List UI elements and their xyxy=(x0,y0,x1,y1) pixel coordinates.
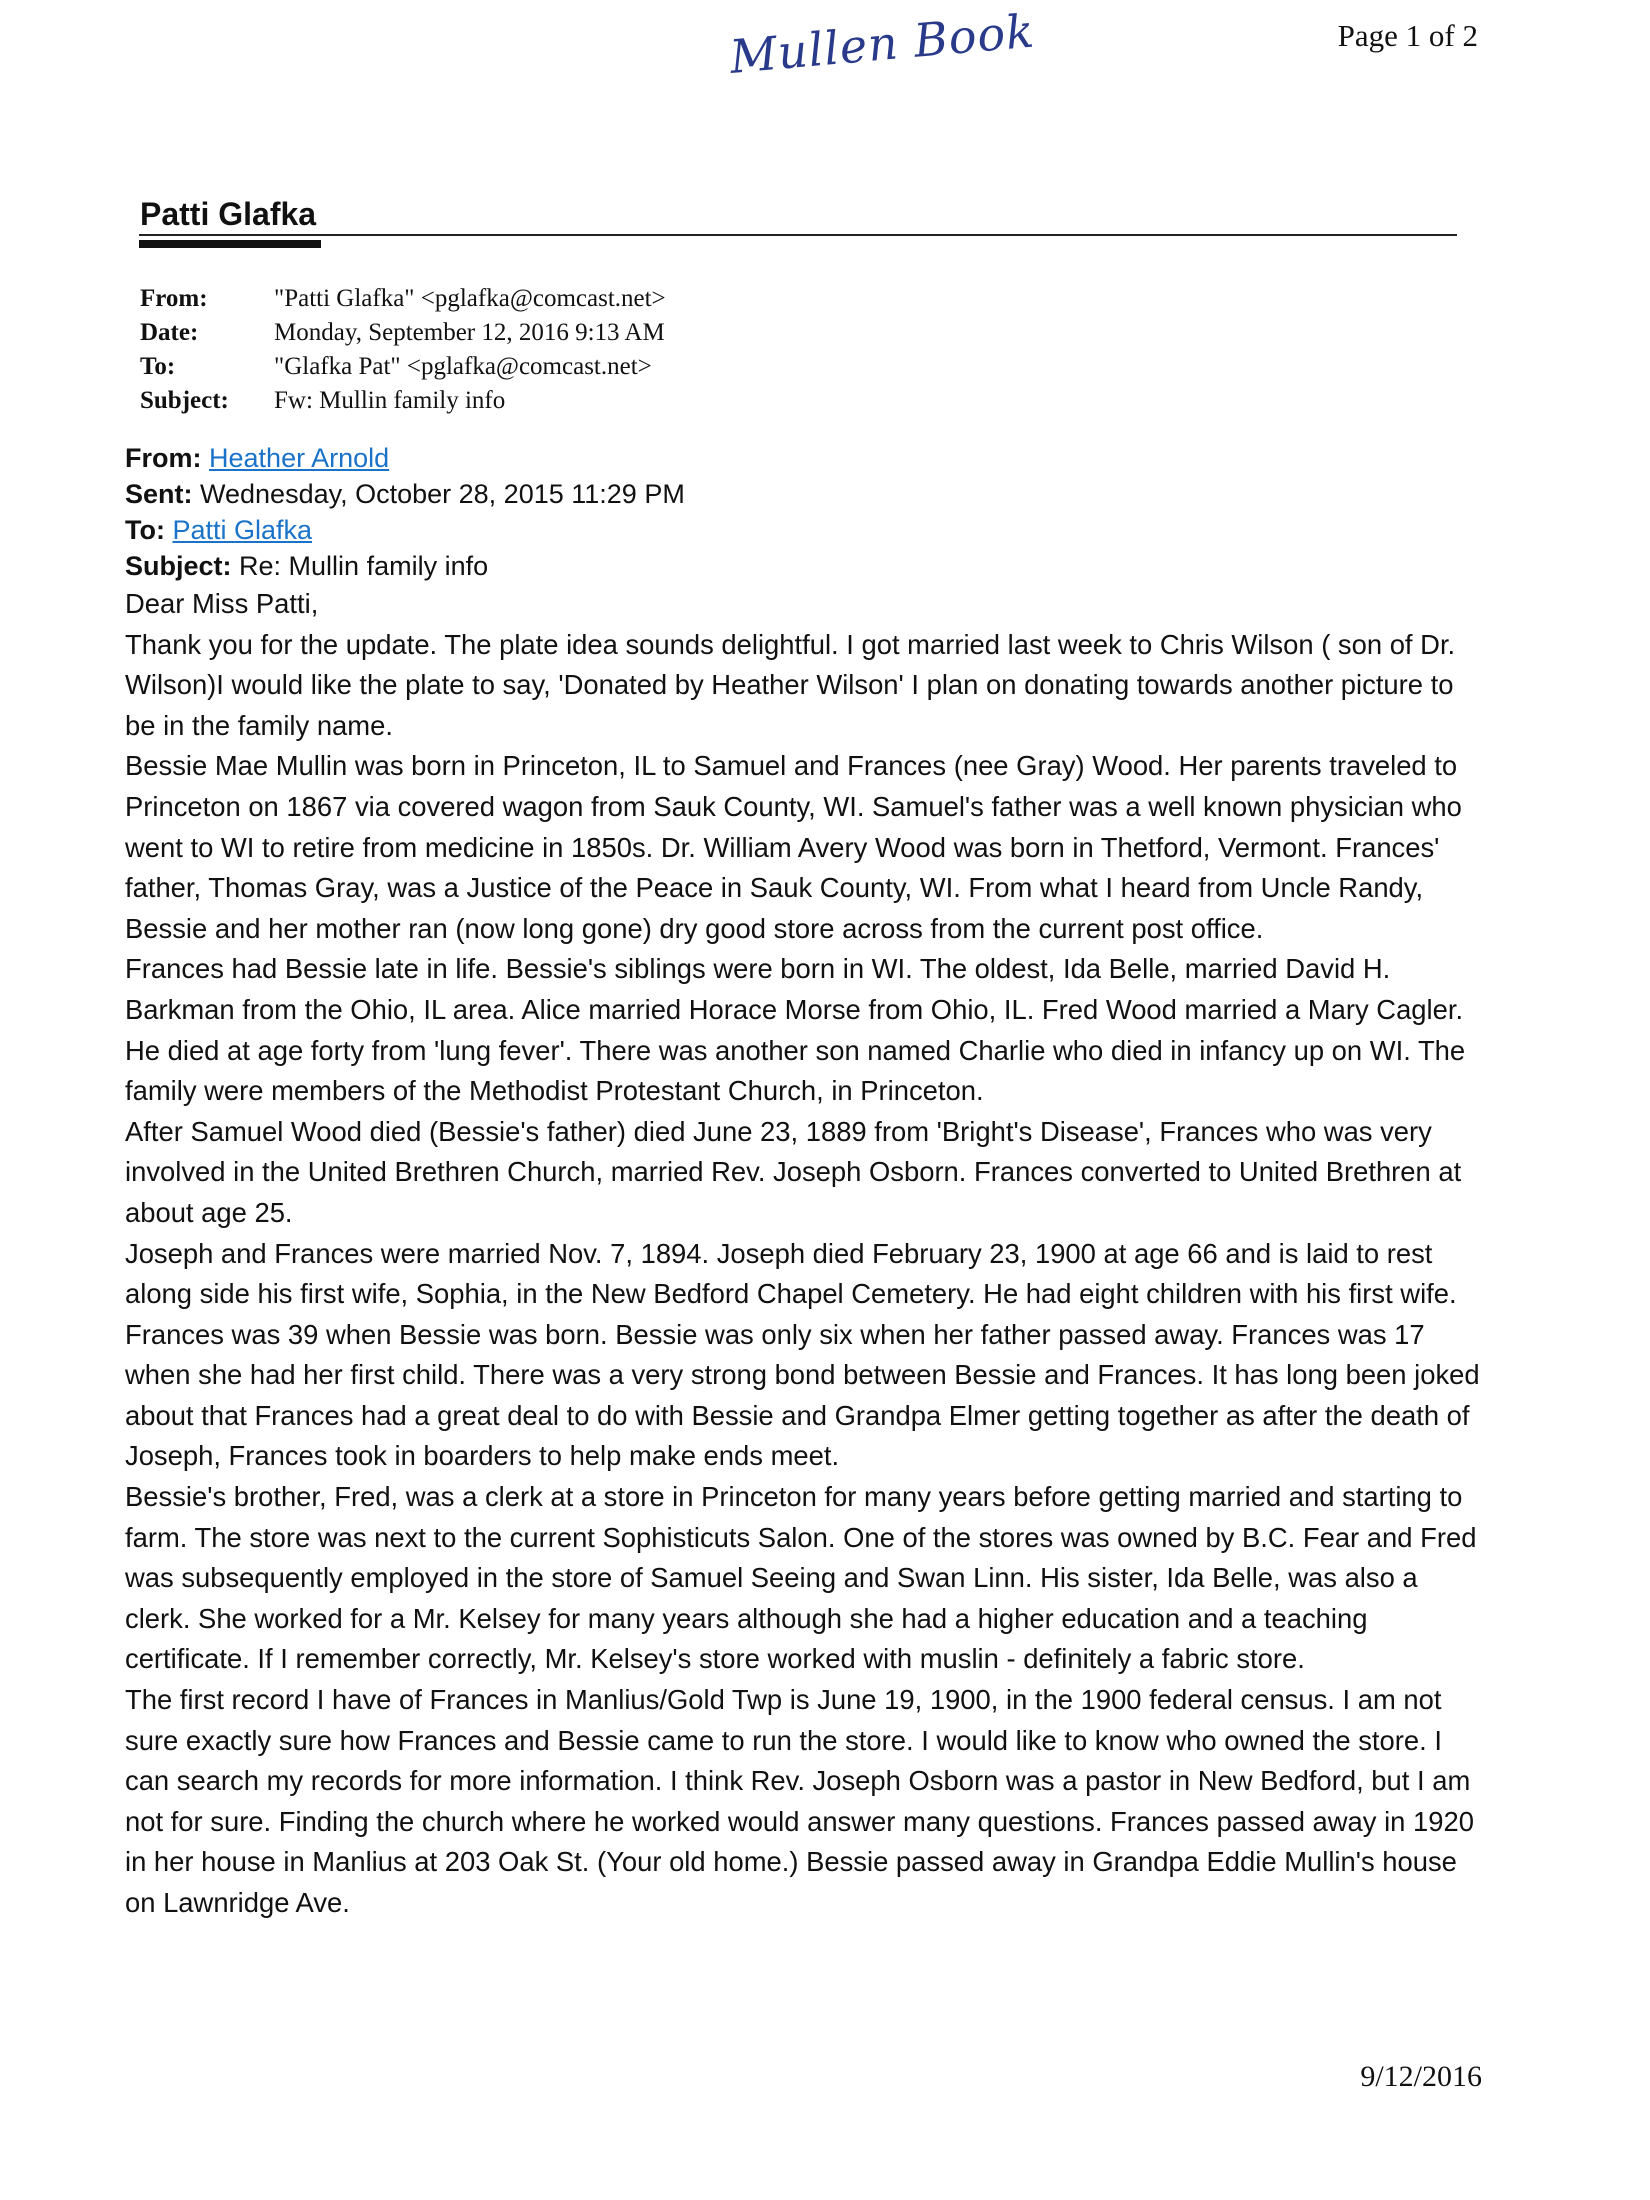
body-paragraph: Bessie Mae Mullin was born in Princeton, IL to Samuel and Frances (nee Gray) Wood. Her parents traveled to Princeton on 1867 via covered wagon from Sauk County, WI. Samuel's father was a well known physician who went to WI to retire from medicine in 1850s. Dr. William Avery Wood was born in Thetford, Vermont. Frances' father, Thomas Gray, was a Justice of the Peace in Sauk County, WI. From what I heard from Uncle Randy, Bessie and her mother ran (now long gone) dry good store across from the current post office. xyxy=(125,750,1462,944)
greeting: Dear Miss Patti, xyxy=(125,588,319,619)
page-number: Page 1 of 2 xyxy=(1337,18,1478,53)
body-paragraph: Thank you for the update. The plate idea sounds delightful. I got married last week to Chris Wilson ( son of Dr. Wilson)I would like the plate to say, 'Donated by Heather Wilson' I plan on donating towards another picture to be in the family name. xyxy=(125,628,1456,741)
header-accent-bar xyxy=(139,240,321,248)
inner-from-label: From: xyxy=(125,443,202,473)
outer-from-label: From: xyxy=(140,285,208,312)
outer-date-row xyxy=(140,316,666,350)
inner-sent-row xyxy=(125,476,1500,512)
email-body xyxy=(125,584,1485,1924)
outer-email-header xyxy=(140,282,666,418)
inner-sent-label: Sent: xyxy=(125,479,193,509)
handwritten-note: Mullen Book xyxy=(727,3,1037,84)
inner-to-label: To: xyxy=(125,515,165,545)
inner-sent-value: Wednesday, October 28, 2015 11:29 PM xyxy=(200,479,685,509)
inner-subject-value: Re: Mullin family info xyxy=(239,551,489,581)
inner-from-row xyxy=(125,440,1500,476)
outer-from-value: "Patti Glafka" <pglafka@comcast.net> xyxy=(274,285,666,312)
body-paragraph: Joseph and Frances were married Nov. 7, 1894. Joseph died February 23, 1900 at age 66 and is laid to rest along side his first wife, Sophia, in the New Bedford Chapel Cemetery. He had eight children with his first wife. xyxy=(125,1237,1457,1310)
outer-to-row xyxy=(140,350,666,384)
body-paragraph: After Samuel Wood died (Bessie's father) died June 23, 1889 from 'Bright's Disease', Frances who was very involved in the United Brethren Church, married Rev. Joseph Osborn. Frances converted to United Brethren at about age 25. xyxy=(125,1115,1462,1228)
sender-name-heading: Patti Glafka xyxy=(140,196,317,232)
outer-from-row xyxy=(140,282,666,316)
inner-from-link[interactable]: Heather Arnold xyxy=(209,443,390,473)
outer-date-value: Monday, September 12, 2016 9:13 AM xyxy=(274,319,665,346)
header-divider xyxy=(139,234,1457,236)
outer-date-label: Date: xyxy=(140,319,199,346)
inner-to-link[interactable]: Patti Glafka xyxy=(172,515,313,545)
forwarded-email-header xyxy=(125,440,1500,584)
inner-to-row xyxy=(125,512,1500,548)
outer-subject-value: Fw: Mullin family info xyxy=(274,387,506,414)
body-paragraph: The first record I have of Frances in Manlius/Gold Twp is June 19, 1900, in the 1900 federal census. I am not sure exactly sure how Frances and Bessie came to run the store. I would like to know who owned the store. I can search my records for more information. I think Rev. Joseph Osborn was a pastor in New Bedford, but I am not for sure. Finding the church where he worked would answer many questions. Frances passed away in 1920 in her house in Manlius at 203 Oak St. (Your old home.) Bessie passed away in Grandpa Eddie Mullin's house on Lawnridge Ave. xyxy=(125,1684,1474,1918)
body-paragraph: Bessie's brother, Fred, was a clerk at a store in Princeton for many years before getting married and starting to farm. The store was next to the current Sophisticuts Salon. One of the stores was owned by B.C. Fear and Fred was subsequently employed in the store of Samuel Seeing and Swan Linn. His sister, Ida Belle, was also a clerk. She worked for a Mr. Kelsey for many years although she had a higher education and a teaching certificate. If I remember correctly, Mr. Kelsey's store worked with muslin - definitely a fabric store. xyxy=(125,1481,1477,1675)
body-paragraph: Frances had Bessie late in life. Bessie's siblings were born in WI. The oldest, Ida Belle, married David H. Barkman from the Ohio, IL area. Alice married Horace Morse from Ohio, IL. Fred Wood married a Mary Cagler. He died at age forty from 'lung fever'. There was another son named Charlie who died in infancy up on WI. The family were members of the Methodist Protestant Church, in Princeton. xyxy=(125,953,1466,1107)
footer-print-date: 9/12/2016 xyxy=(1360,2060,1482,2093)
body-paragraph: Frances was 39 when Bessie was born. Bessie was only six when her father passed away. Frances was 17 when she had her first child. There was a very strong bond between Bessie and Frances. It has long been joked about that Frances had a great deal to do with Bessie and Grandpa Elmer getting together as after the death of Joseph, Frances took in boarders to help make ends meet. xyxy=(125,1318,1480,1472)
outer-subject-label: Subject: xyxy=(140,387,229,414)
inner-subject-row xyxy=(125,548,1500,584)
inner-subject-label: Subject: xyxy=(125,551,232,581)
outer-to-label: To: xyxy=(140,353,176,380)
outer-subject-row xyxy=(140,384,666,418)
outer-to-value: "Glafka Pat" <pglafka@comcast.net> xyxy=(274,353,652,380)
